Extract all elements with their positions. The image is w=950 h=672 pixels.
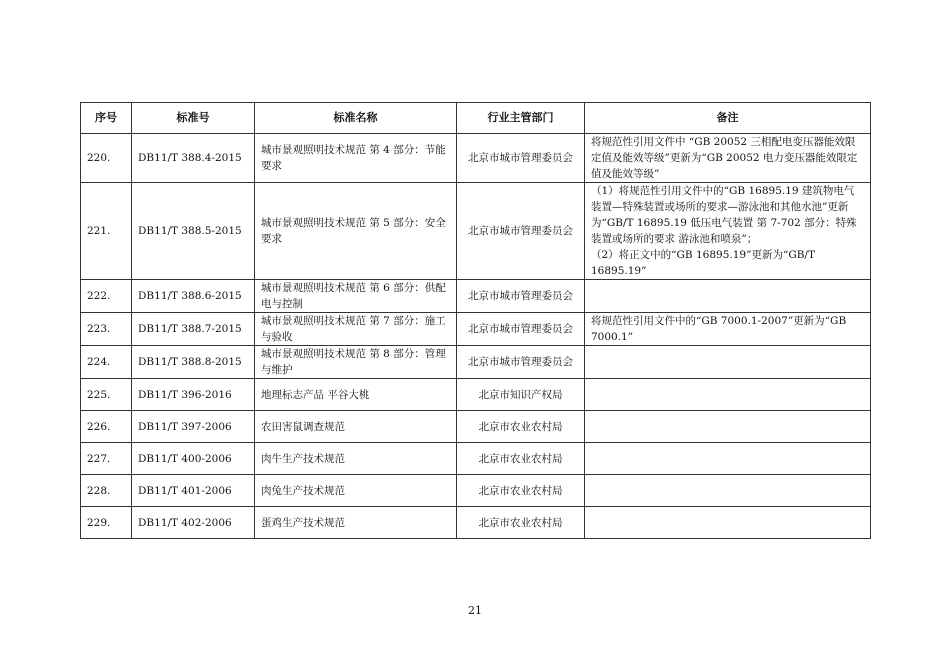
table-row bbox=[81, 443, 871, 475]
remark-line: （1）将规范性引用文件中的“GB 16895.19 建筑物电气装置—特殊装置或场所的要求—游泳池和其他水池”更新为“GB/T 16895.19 低压电气装置 第 7-702 部分：特殊装置或场所的要求 游泳池和喷泉”； bbox=[591, 185, 857, 245]
serial-cell: 228. bbox=[81, 475, 132, 507]
remark-cell bbox=[585, 346, 871, 379]
department-cell: 北京市城市管理委员会 bbox=[457, 183, 585, 280]
standard-code-cell: DB11/T 388.4-2015 bbox=[132, 134, 255, 183]
remark-cell bbox=[585, 411, 871, 443]
table-row bbox=[81, 280, 871, 313]
table-row bbox=[81, 134, 871, 183]
standard-name-cell: 城市景观照明技术规范 第 7 部分：施工与验收 bbox=[255, 313, 457, 346]
header-note: 备注 bbox=[585, 103, 871, 134]
remark-cell bbox=[585, 443, 871, 475]
standard-code-cell: DB11/T 397-2006 bbox=[132, 411, 255, 443]
department-cell: 北京市农业农村局 bbox=[457, 443, 585, 475]
serial-cell: 224. bbox=[81, 346, 132, 379]
standard-name-cell: 城市景观照明技术规范 第 6 部分：供配电与控制 bbox=[255, 280, 457, 313]
table-row bbox=[81, 313, 871, 346]
department-cell: 北京市城市管理委员会 bbox=[457, 280, 585, 313]
serial-cell: 220. bbox=[81, 134, 132, 183]
serial-cell: 229. bbox=[81, 507, 132, 539]
standard-code-cell: DB11/T 396-2016 bbox=[132, 379, 255, 411]
serial-cell: 222. bbox=[81, 280, 132, 313]
standard-code-cell: DB11/T 401-2006 bbox=[132, 475, 255, 507]
table-row bbox=[81, 379, 871, 411]
serial-cell: 227. bbox=[81, 443, 132, 475]
table-row bbox=[81, 183, 871, 280]
remark-cell bbox=[585, 507, 871, 539]
header-dept: 行业主管部门 bbox=[457, 103, 585, 134]
remark-cell bbox=[585, 475, 871, 507]
table-body bbox=[81, 134, 871, 539]
standard-name-cell: 肉牛生产技术规范 bbox=[255, 443, 457, 475]
table-row bbox=[81, 475, 871, 507]
standard-name-cell: 城市景观照明技术规范 第 8 部分：管理与维护 bbox=[255, 346, 457, 379]
remark-cell bbox=[585, 379, 871, 411]
header-serial: 序号 bbox=[81, 103, 132, 134]
serial-cell: 223. bbox=[81, 313, 132, 346]
remark-line: 将规范性引用文件中 “GB 20052 三相配电变压器能效限定值及能效等级”更新为“GB 20052 电力变压器能效限定值及能效等级” bbox=[591, 136, 858, 180]
serial-cell: 221. bbox=[81, 183, 132, 280]
department-cell: 北京市知识产权局 bbox=[457, 379, 585, 411]
standard-name-cell: 城市景观照明技术规范 第 4 部分：节能要求 bbox=[255, 134, 457, 183]
standard-code-cell: DB11/T 402-2006 bbox=[132, 507, 255, 539]
department-cell: 北京市城市管理委员会 bbox=[457, 346, 585, 379]
serial-cell: 226. bbox=[81, 411, 132, 443]
department-cell: 北京市农业农村局 bbox=[457, 507, 585, 539]
standard-code-cell: DB11/T 388.6-2015 bbox=[132, 280, 255, 313]
standard-name-cell: 农田害鼠调查规范 bbox=[255, 411, 457, 443]
standard-code-cell: DB11/T 388.5-2015 bbox=[132, 183, 255, 280]
standard-code-cell: DB11/T 400-2006 bbox=[132, 443, 255, 475]
remark-cell bbox=[585, 183, 871, 280]
remark-cell bbox=[585, 280, 871, 313]
remark-line: 将规范性引用文件中的“GB 7000.1-2007”更新为“GB 7000.1” bbox=[591, 315, 847, 343]
page-number: 21 bbox=[468, 604, 482, 617]
standard-name-cell: 城市景观照明技术规范 第 5 部分：安全要求 bbox=[255, 183, 457, 280]
remark-cell bbox=[585, 313, 871, 346]
standards-table bbox=[80, 102, 871, 539]
standard-name-cell: 地理标志产品 平谷大桃 bbox=[255, 379, 457, 411]
department-cell: 北京市农业农村局 bbox=[457, 475, 585, 507]
remark-cell bbox=[585, 134, 871, 183]
standard-name-cell: 肉兔生产技术规范 bbox=[255, 475, 457, 507]
standard-code-cell: DB11/T 388.7-2015 bbox=[132, 313, 255, 346]
department-cell: 北京市城市管理委员会 bbox=[457, 134, 585, 183]
table-row bbox=[81, 507, 871, 539]
header-code: 标准号 bbox=[132, 103, 255, 134]
standard-code-cell: DB11/T 388.8-2015 bbox=[132, 346, 255, 379]
table-row bbox=[81, 411, 871, 443]
remark-line: （2）将正文中的“GB 16895.19”更新为“GB/T 16895.19” bbox=[591, 249, 815, 277]
table-row bbox=[81, 346, 871, 379]
department-cell: 北京市农业农村局 bbox=[457, 411, 585, 443]
header-name: 标准名称 bbox=[255, 103, 457, 134]
header-row bbox=[81, 103, 871, 134]
standard-name-cell: 蛋鸡生产技术规范 bbox=[255, 507, 457, 539]
serial-cell: 225. bbox=[81, 379, 132, 411]
department-cell: 北京市城市管理委员会 bbox=[457, 313, 585, 346]
